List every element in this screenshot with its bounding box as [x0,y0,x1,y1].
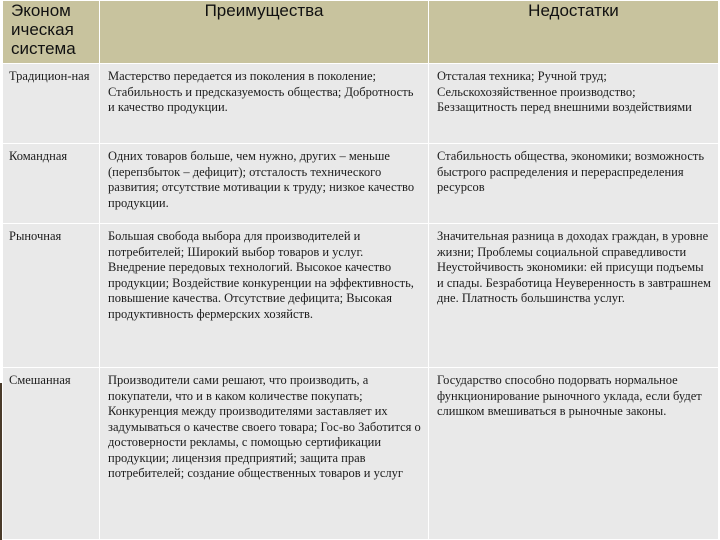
header-disadvantages: Недостатки [429,1,719,64]
advantages-cell: Большая свобода выбора для производителей и потребителей; Широкий выбор товаров и услуг. Внедрение передовых технологий. Высокое качество продукции; Воздействие конкуренции на эффективность, повышение качества. Отсутствие дефицита; Высокая продуктивность фермерских хозяйств. [100,224,429,368]
table-body [3,64,719,540]
economic-systems-table [2,0,719,540]
advantages-cell: Одних товаров больше, чем нужно, других – меньше (перепзбыток – дефицит); отсталость технического развития; отсутствие мотивации к труду; низкое качество продукции. [100,144,429,224]
disadvantages-cell: Значительная разница в доходах граждан, в уровне жизни; Проблемы социальной справедливости Неустойчивость экономики: ей присущи подъемы и спады. Безработица Неуверенность в завтрашнем дне. Платность большинства услуг. [429,224,719,368]
system-name-cell: Командная [3,144,100,224]
system-name-cell: Рыночная [3,224,100,368]
header-advantages: Преимущества [100,1,429,64]
advantages-cell: Производители сами решают, что производить, а покупатели, что и в каком количестве покупать; Конкуренция между производителями заставляет их задумываться о качестве своего товара; Гос-во Заботится о достоверности рекламы, с помощью сертификации продукции; лицензия предприятий; защита прав потребителей; создание общественных товаров и услуг [100,368,429,540]
disadvantages-cell: Стабильность общества, экономики; возможность быстрого распределения и перераспределения ресурсов [429,144,719,224]
table-row-traditional [3,64,719,144]
table-row-market [3,224,719,368]
table-row-mixed [3,368,719,540]
header-row [3,1,719,64]
table-header [3,1,719,64]
table-row-command [3,144,719,224]
system-name-cell: Смешанная [3,368,100,540]
header-economic-system: Эконом ическая система [3,1,100,64]
advantages-cell: Мастерство передается из поколения в поколение; Стабильность и предсказуемость общества; Добротность и качество продукции. [100,64,429,144]
disadvantages-cell: Отсталая техника; Ручной труд; Сельскохозяйственное производство; Беззащитность перед внешними воздействиями [429,64,719,144]
disadvantages-cell: Государство способно подорвать нормальное функционирование рыночного уклада, если будет слишком вмешиваться в рыночные законы. [429,368,719,540]
system-name-cell: Традицион-ная [3,64,100,144]
